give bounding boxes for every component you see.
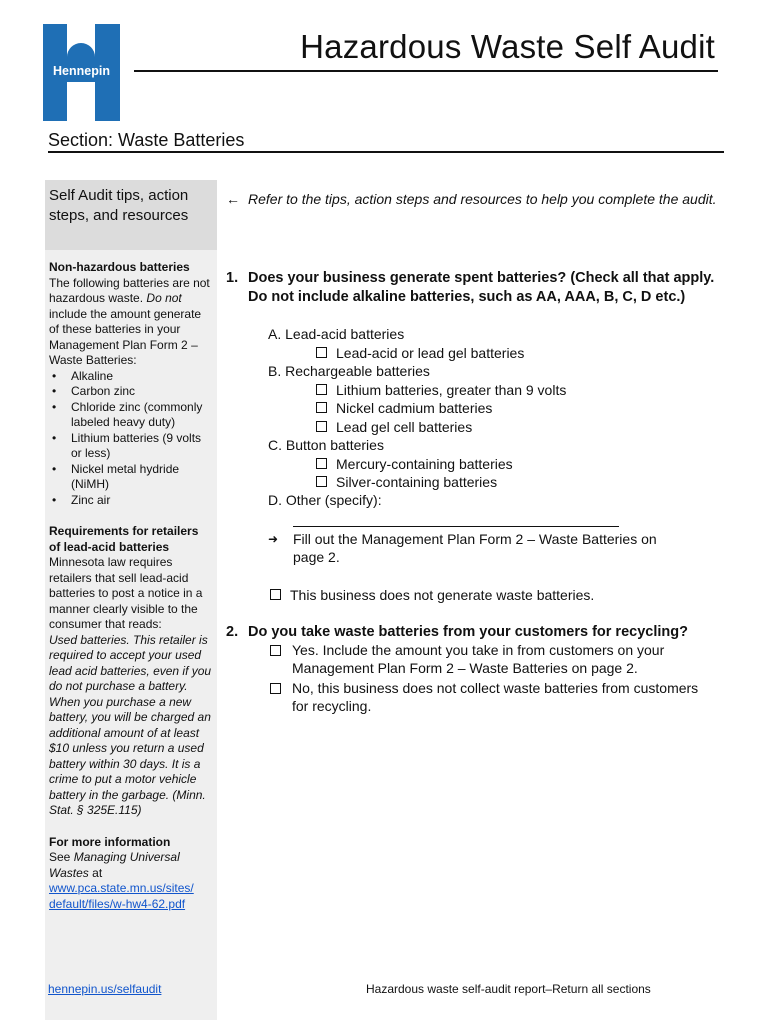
question-2: 2. Do you take waste batteries from your customers for recycling?	[226, 624, 688, 640]
retailers-notice: Used batteries. This retailer is required to accept your used lead acid batteries, even if you do not purchase a battery. When you purchase a new battery, you will be charged an additional amount of at least $10 unless you return a used battery within 30 days. It is a crime to put a motor vehicle battery in the garbage. (Minn. Stat. § 325E.115)	[49, 632, 212, 817]
title-divider	[134, 70, 718, 72]
checkbox-no[interactable]: No, this business does not collect waste batteries from customers for recycling.	[270, 679, 710, 715]
non-haz-text: The following batteries are not hazardous waste. Do not include the amount generate of these batteries in your Management Plan Form 2 – Waste Batteries:	[49, 275, 210, 367]
list-item: • Carbon zinc	[71, 384, 213, 400]
section-divider	[48, 151, 724, 153]
section-title: Section: Waste Batteries	[48, 130, 245, 150]
checkbox-yes[interactable]: Yes. Include the amount you take in from customers on your Management Plan Form 2 – Waste Batteries on page 2.	[270, 641, 710, 677]
left-arrow-icon: ←	[226, 191, 240, 207]
list-item: • Nickel metal hydride (NiMH)	[71, 462, 213, 493]
list-item: • Alkaline	[71, 369, 213, 385]
checkbox-icon	[316, 384, 327, 395]
category-b: B. Rechargeable batteries	[268, 363, 430, 379]
sidebar-heading: Self Audit tips, action steps, and resources	[45, 180, 217, 250]
checkbox-icon	[270, 683, 281, 694]
footer-link[interactable]: hennepin.us/selfaudit	[48, 982, 162, 996]
more-info-heading: For more information	[49, 834, 171, 849]
checkbox-icon	[316, 458, 327, 469]
checkbox-nickel-cadmium[interactable]: Nickel cadmium batteries	[316, 399, 492, 417]
list-item: • Chloride zinc (commonly labeled heavy duty)	[71, 400, 213, 431]
other-specify-input[interactable]	[293, 526, 619, 527]
sidebar-body	[45, 250, 217, 1020]
category-c: C. Button batteries	[268, 437, 384, 453]
checkbox-no-batteries[interactable]: This business does not generate waste batteries.	[270, 586, 594, 604]
question-1: 1. Does your business generate spent batteries? (Check all that apply. Do not include alkaline batteries, such as AA, AAA, B, C, D etc.)	[226, 270, 715, 305]
fill-out-instruction: ➜ Fill out the Management Plan Form 2 – Waste Batteries on page 2.	[268, 531, 657, 565]
checkbox-mercury[interactable]: Mercury-containing batteries	[316, 455, 513, 473]
checkbox-icon	[316, 476, 327, 487]
checkbox-icon	[316, 402, 327, 413]
retailers-heading: Requirements for retailers of lead-acid batteries	[49, 524, 199, 554]
checkbox-lead-acid[interactable]: Lead-acid or lead gel batteries	[316, 344, 524, 362]
hennepin-logo	[43, 24, 120, 121]
category-d: D. Other (specify):	[268, 492, 382, 508]
retailers-text: Minnesota law requires retailers that sell lead-acid batteries to post a notice in a manner clearly visible to the consumer that reads:	[49, 555, 203, 631]
page-title: Hazardous Waste Self Audit	[300, 28, 715, 65]
logo-text: Hennepin	[53, 64, 110, 78]
sidebar	[45, 180, 217, 1020]
list-item: • Lithium batteries (9 volts or less)	[71, 431, 213, 462]
checkbox-icon	[270, 645, 281, 656]
checkbox-icon	[316, 347, 327, 358]
more-info-link[interactable]: www.pca.state.mn.us/sites/ default/files/w-hw4-62.pdf	[49, 881, 194, 911]
intro-text: ← Refer to the tips, action steps and resources to help you complete the audit.	[226, 191, 717, 207]
checkbox-lithium[interactable]: Lithium batteries, greater than 9 volts	[316, 381, 566, 399]
category-a: A. Lead-acid batteries	[268, 326, 405, 342]
footer-note: Hazardous waste self-audit report–Return all sections	[366, 982, 651, 996]
right-arrow-icon: ➜	[268, 532, 279, 546]
list-item: • Zinc air	[71, 493, 213, 509]
checkbox-icon	[270, 589, 281, 600]
checkbox-icon	[316, 421, 327, 432]
non-haz-list	[49, 369, 213, 509]
checkbox-lead-gel[interactable]: Lead gel cell batteries	[316, 418, 472, 436]
non-haz-heading: Non-hazardous batteries	[49, 260, 190, 274]
checkbox-silver[interactable]: Silver-containing batteries	[316, 473, 497, 491]
more-info-text: See Managing Universal Wastes at	[49, 850, 180, 880]
